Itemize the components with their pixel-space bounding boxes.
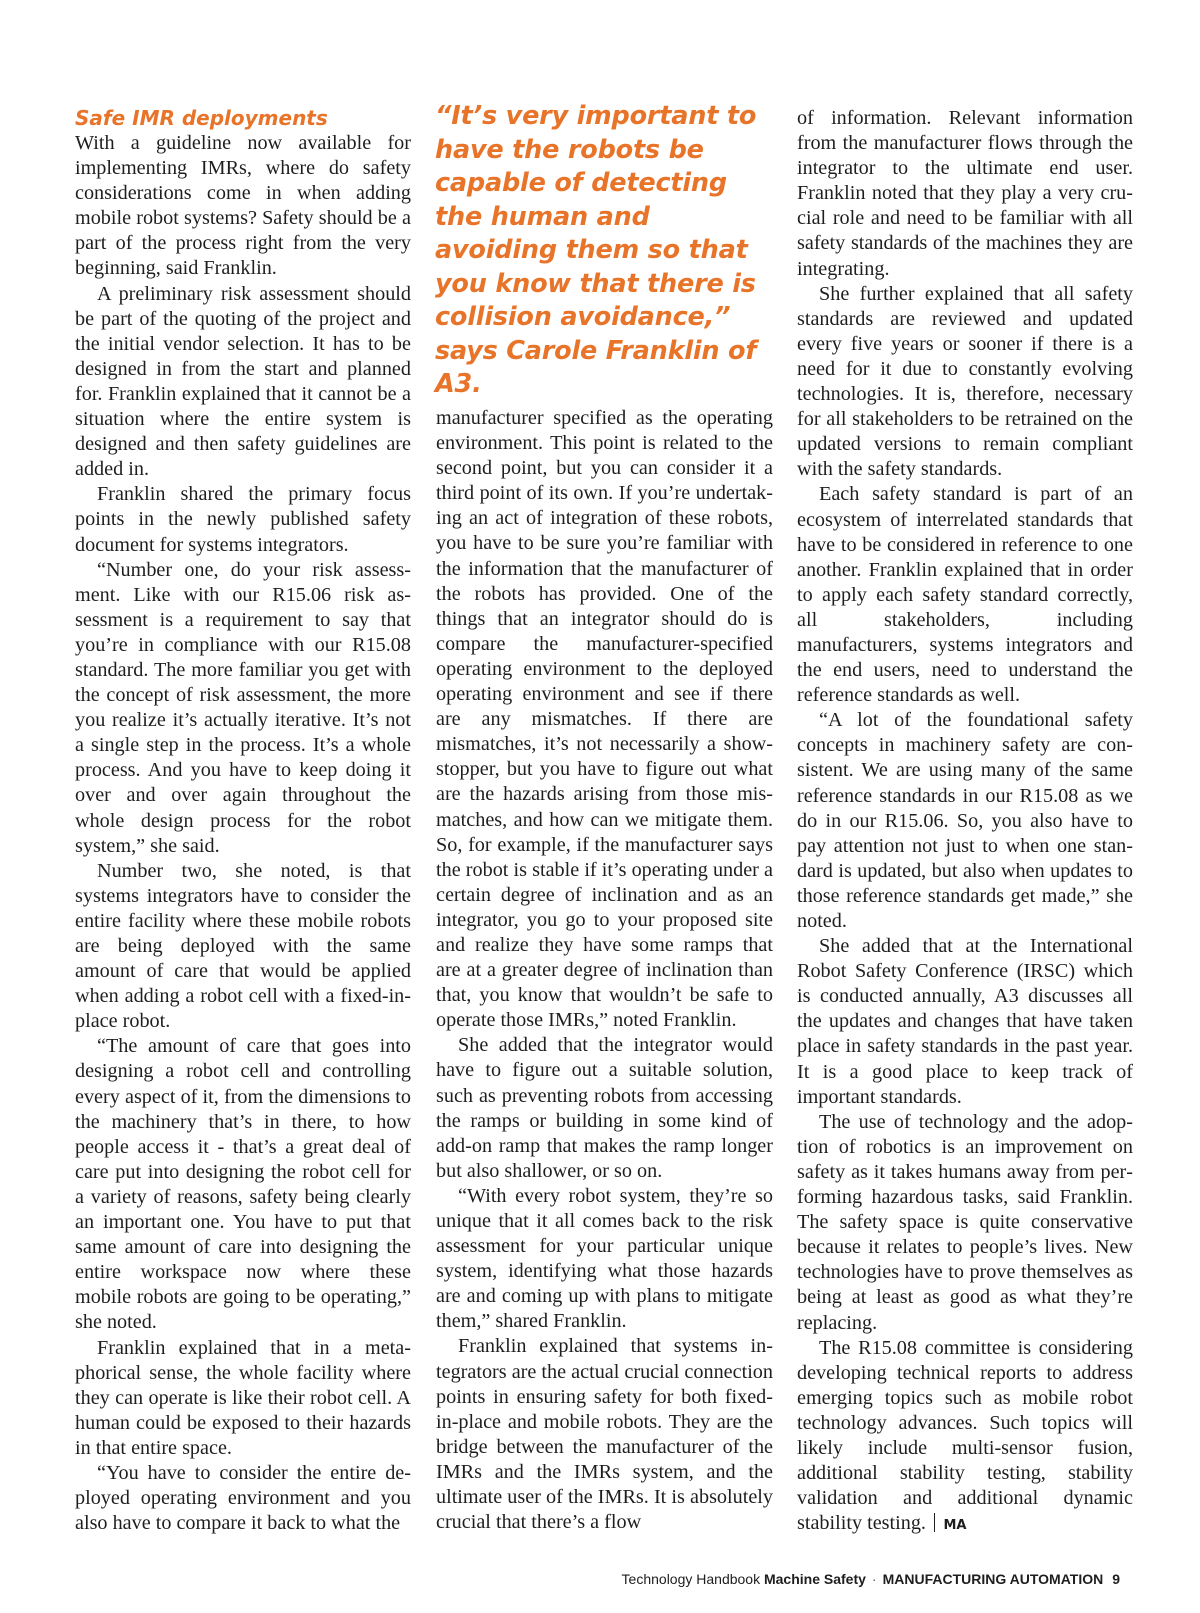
footer-section: Machine Safety	[763, 1571, 866, 1587]
article-column-2	[436, 406, 773, 1535]
paragraph: “With every robot system, they’re so unique that it all comes back to the risk assessment for your particular unique system, identifying what those hazards are and coming up with plans to mitigate them,” shared Franklin.	[436, 1184, 773, 1333]
last-paragraph	[797, 1336, 1133, 1539]
paragraph: “A lot of the foundational safety concepts in machinery safety are consistent. We are using many of the same reference standards in our R15.08 as we do in our R15.06. So, you also have to pay attention not just to when one standard is updated, but also when updates to those reference standards get made,” she noted.	[797, 709, 1133, 932]
page-number: 9	[1112, 1571, 1120, 1587]
paragraph: She added that at the International Robot Safety Conference (IRSC) which is conducted annually, A3 discusses all the updates and changes that have taken place in safety standards in the past year. It is a good place to keep track of important standards.	[797, 935, 1133, 1108]
end-mark: MA	[943, 1518, 967, 1534]
paragraph: Franklin explained that in a metaphorical sense, the whole facility where they can operate is like their robot cell. A human could be exposed to their hazards in that entire space.	[75, 1336, 411, 1459]
pull-quote: “It’s very important to have the robots be capable of detecting the human and avoiding them so that you know that there is collision avoidance,” says Carole Franklin of A3.	[435, 101, 757, 399]
paragraph-text: The R15.08 committee is considering developing technical reports to address emerging topics such as mobile robot technology advances. Such topics will likely include multi-sensor fusion, additional stability testing, stability validation and additional dynamic stability testing.	[797, 1336, 1133, 1535]
paragraph: manufacturer specified as the operating environment. This point is related to the second point, but you can consider it a third point of its own. If you’re undertaking an act of integration of these robots, you have to be sure you’re familiar with the information that the manufacturer of the robots has provided. One of the things that an integrator should do is compare the manufacturer-specified operating environment to the deployed operating environment and see if there are any mismatches. If there are mismatches, it’s not necessarily a showstopper, but you have to figure out what are the hazards arising from those mismatches, and how can we mitigate them. So, for example, if the manufacturer says the robot is stable if it’s operating under a certain degree of inclination and as an integrator, you go to your proposed site and realize they have some ramps that are at a greater degree of inclination than that, you know that wouldn’t be safe to operate those IMRs,” noted Franklin.	[436, 407, 773, 1032]
paragraph: “Number one, do your risk assessment. Like with our R15.06 risk assessment is a requirement to say that you’re in compliance with our R15.08 standard. The more familiar you get with the concept of risk assessment, the more you realize it’s actually iterative. It’s not a single step in the process. It’s a whole process. And you have to keep doing it over and over again throughout the whole design process for the robot system,” she said.	[75, 558, 411, 857]
section-heading: Safe IMR deployments	[75, 106, 328, 130]
paragraph: Each safety standard is part of an ecosystem of interrelated standards that have to be considered in reference to one another. Franklin explained that in order to apply each safety standard correctly, all stakeholders, including manufacturers, systems integrators and the end users, need to understand the reference standards as well.	[797, 483, 1133, 707]
article-column-3	[797, 106, 1133, 1538]
article-column-1	[75, 106, 411, 1536]
page-footer	[622, 1571, 1120, 1587]
paragraph: She added that the integrator would have to figure out a suitable solution, such as preventing robots from accessing the ramps or building in some kind of add-on ramp that makes the ramp longer but also shallower, or so on.	[436, 1034, 773, 1182]
paragraph: The use of technology and the adoption of robotics is an improvement on safety as it takes humans away from performing hazardous tasks, said Franklin. The safety space is quite conservative because it relates to people’s lives. New technologies have to prove themselves as being at least as good as what they’re replacing.	[797, 1110, 1133, 1334]
paragraph: Franklin shared the primary focus points in the newly published safety document for systems integrators.	[75, 483, 411, 556]
paragraph: “The amount of care that goes into designing a robot cell and controlling every aspect of it, from the dimensions to the machinery that’s in there, to how people access it - that’s a great deal of care put into designing the robot cell for a variety of reasons, safety being clearly an important one. You have to put that same amount of care into designing the entire workspace now where these mobile robots are going to be operating,” she noted.	[75, 1035, 411, 1334]
paragraph: of information. Relevant information from the manufacturer flows through the integrator to the ultimate end user. Franklin noted that they play a very crucial role and need to be familiar with all safety standards of the machines they are integrating.	[797, 107, 1133, 280]
end-mark-divider	[934, 1513, 936, 1532]
footer-series: Technology Handbook	[621, 1571, 761, 1587]
paragraph: “You have to consider the entire deployed operating environment and you also have to compare it back to what the	[75, 1461, 411, 1535]
paragraph: With a guideline now available for implementing IMRs, where do safety considerations come in when adding mobile robot systems? Safety should be a part of the process right from the very beginning, said Franklin.	[75, 132, 411, 280]
paragraph: She further explained that all safety standards are reviewed and updated every five years or sooner if there is a need for it due to constantly evolving technologies. It is, therefore, necessary for all stakeholders to be retrained on the updated versions to remain compliant with the safety standards.	[797, 282, 1133, 481]
footer-separator: ·	[871, 1571, 877, 1587]
footer-magazine: MANUFACTURING AUTOMATION	[882, 1571, 1104, 1587]
paragraph: A preliminary risk assessment should be part of the quoting of the project and the initial vendor selection. It has to be designed in from the start and planned for. Franklin explained that it cannot be a situation where the entire system is designed and then safety guidelines are added in.	[75, 282, 411, 481]
paragraph: Franklin explained that systems integrators are the actual crucial connection points in ensuring safety for both fixed-in-place and mobile robots. They are the bridge between the manufacturer of the IMRs and the IMRs system, and the ultimate user of the IMRs. It is absolutely crucial that there’s a flow	[436, 1335, 773, 1534]
paragraph: Number two, she noted, is that systems integrators have to consider the entire facility where these mobile robots are being deployed with the same amount of care that would be applied when adding a robot cell with a fixed-in-place robot.	[75, 859, 411, 1033]
